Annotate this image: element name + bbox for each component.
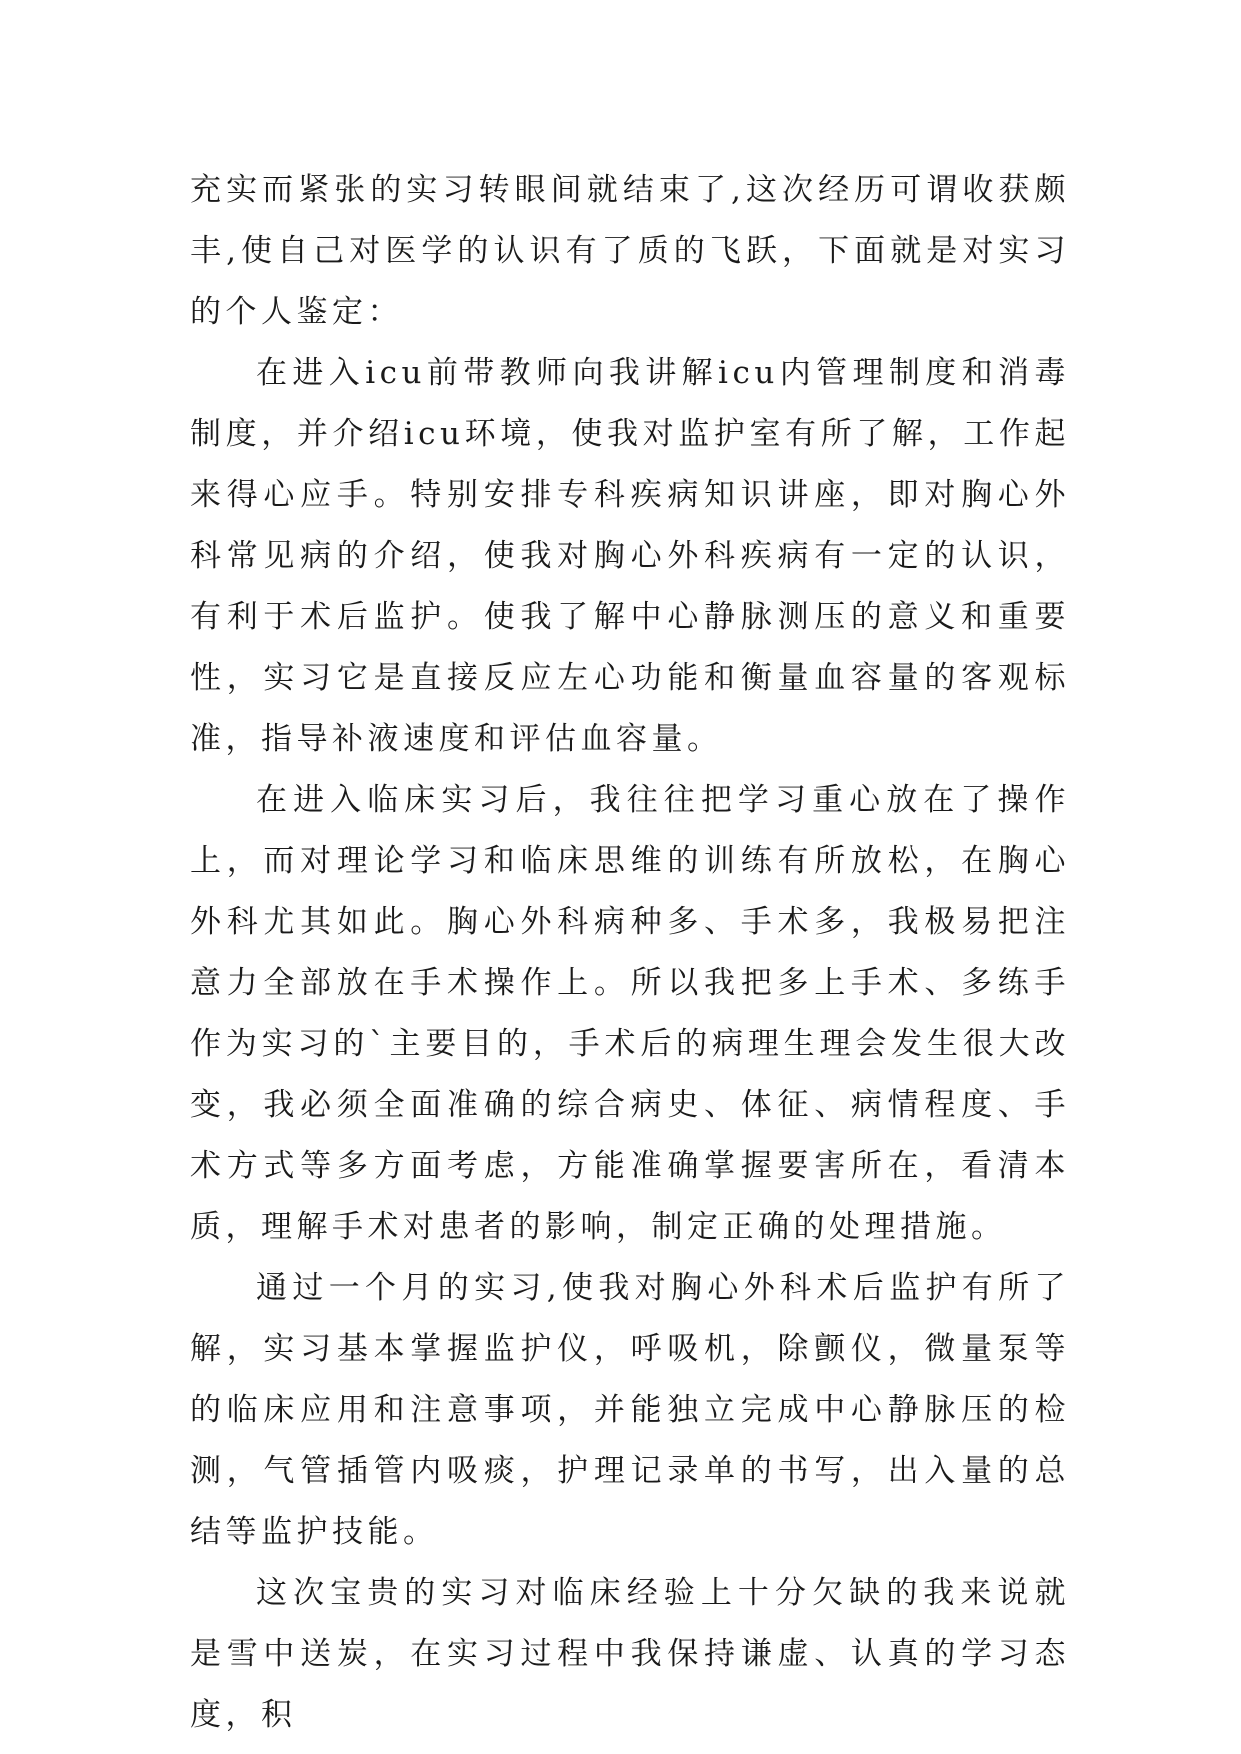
paragraph-clinical-practice: 在进入临床实习后，我往往把学习重心放在了操作上，而对理论学习和临床思维的训练有所放松，在胸心外科尤其如此。胸心外科病种多、手术多，我极易把注意力全部放在手术操作上。所以我把多上手术、多练手作为实习的`主要目的，手术后的病理生理会发生很大改变，我必须全面准确的综合病史、体征、病情程度、手术方式等多方面考虑，方能准确掌握要害所在，看清本质，理解手术对患者的影响，制定正确的处理措施。	[190, 782, 1070, 1245]
paragraph-icu-orientation: 在进入icu前带教师向我讲解icu内管理制度和消毒制度，并介绍icu环境，使我对监护室有所了解，工作起来得心应手。特别安排专科疾病知识讲座，即对胸心外科常见病的介绍，使我对胸心外科疾病有一定的认识，有利于术后监护。使我了解中心静脉测压的意义和重要性，实习它是直接反应左心功能和衡量血容量的客观标准，指导补液速度和评估血容量。	[190, 355, 1070, 757]
paragraph-intro: 充实而紧张的实习转眼间就结束了,这次经历可谓收获颇丰,使自己对医学的认识有了质的飞跃，下面就是对实习的个人鉴定：	[190, 172, 1070, 330]
document-body	[190, 160, 1070, 1746]
paragraph-conclusion: 这次宝贵的实习对临床经验上十分欠缺的我来说就是雪中送炭，在实习过程中我保持谦虚、认真的学习态度，积	[190, 1575, 1070, 1733]
paragraph-monitoring-skills: 通过一个月的实习,使我对胸心外科术后监护有所了解，实习基本掌握监护仪，呼吸机，除颤仪，微量泵等的临床应用和注意事项，并能独立完成中心静脉压的检测，气管插管内吸痰，护理记录单的书写，出入量的总结等监护技能。	[190, 1270, 1070, 1550]
